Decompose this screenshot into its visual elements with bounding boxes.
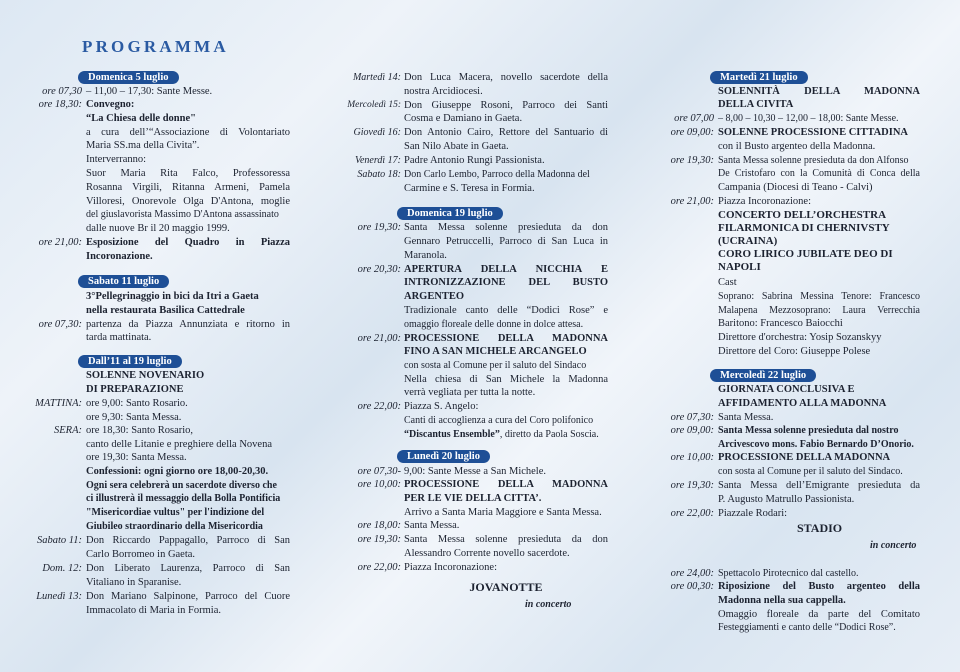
event-line: Campania (Diocesi di Teano - Calvi) (718, 182, 873, 193)
event-line: Giubileo straordinario della Misericordia (86, 521, 263, 532)
event-line: Direttore d'orchestra: Yosip Sozanskyy (718, 332, 882, 343)
event-line: Baritono: Francesco Baiocchi (718, 318, 843, 329)
time-label: ore 19,30: (357, 534, 401, 545)
event-line: CONCERTO DELL’ORCHESTRA (718, 209, 887, 221)
event-line: NAPOLI (718, 261, 761, 273)
ensemble-director: , diretto da Paola Soscia. (499, 429, 599, 440)
event-line: Santa Messa solenne presieduta da don (404, 222, 608, 233)
event-line: partenza da Piazza Annunziata e ritorno in (86, 319, 290, 330)
time-label: ore 21,00: (357, 333, 401, 344)
concert-artist: JOVANOTTE (469, 580, 543, 594)
event-line: ore 19,30: Santa Messa. (86, 452, 187, 463)
event-line: Arcivescovo mons. Fabio Bernardo D’Onorio. (718, 439, 914, 450)
event-line: tarda mattinata. (86, 332, 152, 343)
time-label: ore 22,00: (670, 508, 714, 519)
event-line: con sosta al Comune per il saluto del Sindaco. (718, 466, 903, 477)
event-line: FINO A SAN MICHELE ARCANGELO (404, 346, 587, 357)
event-line: Santa Messa. (718, 412, 774, 423)
event-line: Riposizione del Busto argenteo della (718, 581, 920, 592)
time-label: ore 07,30 (42, 86, 82, 97)
time-label: ore 24,00: (670, 568, 714, 579)
time-label: ore 07,30- (357, 466, 401, 477)
event-line: Santa Messa solenne presieduta dal nostro (718, 425, 899, 436)
event-line: con il Busto argenteo della Madonna. (718, 141, 876, 152)
time-label: MATTINA: (35, 398, 82, 409)
event-line: Don Giuseppe Rosoni, Parroco dei Santi (404, 100, 608, 111)
event-line: Ogni sera celebrerà un sacerdote diverso che (86, 480, 277, 491)
event-line: Nella chiesa di San Michele la Madonna (404, 374, 608, 385)
event-line: SOLENNE PROCESSIONE CITTADINA (718, 127, 909, 138)
event-line: FILARMONICA DI CHERNIVSTY (718, 222, 890, 234)
event-line (404, 428, 599, 441)
time-label: ore 22,00: (357, 562, 401, 573)
event-line: DI PREPARAZIONE (86, 384, 184, 395)
event-line: – 8,00 – 10,30 – 12,00 – 18,00: Sante Messe. (718, 113, 899, 124)
event-line: De Cristofaro con la Comunità di Conca della (718, 168, 920, 179)
event-line: Padre Antonio Rungi Passionista. (404, 155, 545, 166)
event-line: Don Luca Macera, novello sacerdote della (404, 72, 608, 83)
day-header-novenario: Dall’11 al 19 luglio (78, 355, 182, 368)
day-header-lunedi-20: Lunedì 20 luglio (397, 450, 490, 463)
event-line: CORO LIRICO JUBILATE DEO DI (718, 248, 893, 260)
time-label: Sabato 18: (357, 169, 401, 180)
event-line: Piazzale Rodari: (718, 508, 788, 519)
day-header-domenica-19: Domenica 19 luglio (397, 207, 503, 220)
event-line: Don Mariano Salpinone, Parroco del Cuore (86, 591, 290, 602)
page-title: PROGRAMMA (82, 37, 229, 56)
event-line: "Misericordiae vultus" per l'indizione del (86, 507, 265, 518)
event-line: Cosma e Damiano in Gaeta. (404, 113, 523, 124)
event-line: Malapena Mezzosoprano: Laura Verrecchia (718, 305, 920, 316)
day-header-sabato-11: Sabato 11 luglio (78, 275, 169, 288)
time-label: ore 18,30: (38, 99, 82, 110)
event-line: (UCRAINA) (718, 235, 778, 247)
event-line: Santa Messa dell’Emigrante presieduta da (718, 480, 920, 491)
event-line: Maria SS.ma della Civita”. (86, 140, 200, 151)
event-line: verrà vegliata per tutta la notte. (404, 387, 536, 398)
event-line: Alessandro Corrente novello sacerdote. (404, 548, 570, 559)
event-line: Piazza Incoronazione: (404, 562, 497, 573)
event-line: Rosanna Virgili, Ritanna Armeni, Pamela (86, 182, 290, 193)
concert-artist: STADIO (797, 521, 843, 535)
time-label: ore 09,00: (670, 425, 714, 436)
event-line: Immacolato di Maria in Formia. (86, 605, 222, 616)
event-line: Don Riccardo Pappagallo, Parroco di San (86, 535, 290, 546)
event-line: Villoresi, Onorevole Olga D'Antona, moglie (86, 196, 290, 207)
event-line: PROCESSIONE DELLA MADONNA (404, 333, 608, 344)
time-label: ore 00,30: (670, 581, 714, 592)
event-line: SOLENNE NOVENARIO (86, 370, 205, 381)
event-line: San Nilo Abate in Gaeta. (404, 141, 509, 152)
event-line: Vitaliano in Sparanise. (86, 577, 182, 588)
event-line: a cura dell’“Associazione di Volontariato (86, 127, 290, 138)
event-line: ci illustrerà il messaggio della Bolla Pontificia (86, 493, 281, 504)
event-line: del giuslavorista Massimo D'Antona assassinato (86, 209, 279, 220)
event-line: “La Chiesa delle donne" (86, 113, 196, 124)
event-line: dalle nuove Br il 20 maggio 1999. (86, 223, 230, 234)
event-line: SOLENNITÀ DELLA MADONNA (718, 86, 920, 97)
event-line: – 11,00 – 17,30: Sante Messe. (86, 86, 213, 97)
event-line: DELLA CIVITA (718, 99, 794, 110)
event-line: Omaggio floreale da parte del Comitato (718, 609, 920, 620)
event-line: ARGENTEO (404, 291, 465, 302)
event-line: canto delle Litanie e preghiere della Novena (86, 439, 272, 450)
event-line: Piazza Incoronazione: (718, 196, 811, 207)
event-line: Carmine e S. Teresa in Formia. (404, 183, 535, 194)
time-label: Dom. 12: (42, 563, 82, 574)
event-line: 9,00: Sante Messe a San Michele. (404, 466, 547, 477)
event-line: Don Liberato Laurenza, Parroco di San (86, 563, 290, 574)
concert-note: in concerto (870, 540, 917, 551)
event-line: Maranola. (404, 250, 447, 261)
event-line: P. Augusto Matrullo Passionista. (718, 494, 855, 505)
event-line: Cast (718, 277, 737, 288)
event-line: AFFIDAMENTO ALLA MADONNA (718, 398, 887, 409)
day-header-martedi-21: Martedì 21 luglio (710, 71, 808, 84)
event-line: con sosta al Comune per il saluto del Sindaco (404, 360, 587, 371)
time-label: ore 19,30: (357, 222, 401, 233)
time-label: Martedì 14: (352, 72, 401, 83)
time-label: Sabato 11: (36, 535, 82, 546)
event-line: Suor Maria Rita Falco, Professoressa (86, 168, 290, 179)
time-label: ore 19,30: (670, 155, 714, 166)
event-line: Gennaro Petruccelli, Parroco di San Luca in (404, 236, 608, 247)
time-label: ore 09,00: (670, 127, 714, 138)
event-line: Interverranno: (86, 154, 147, 165)
time-label: ore 20,30: (357, 264, 401, 275)
event-line: INTRONIZZAZIONE DEL BUSTO (404, 277, 608, 288)
time-label: SERA: (54, 425, 82, 436)
time-label: ore 10,00: (670, 452, 714, 463)
event-line: PROCESSIONE DELLA MADONNA (404, 479, 608, 490)
event-line: Soprano: Sabrina Messina Tenore: Francesco (718, 291, 920, 302)
time-label: ore 07,00 (674, 113, 714, 124)
event-line: nella restaurata Basilica Cattedrale (86, 305, 245, 316)
event-line: Canti di accoglienza a cura del Coro polifonico (404, 415, 594, 426)
time-label: ore 07,30: (38, 319, 82, 330)
event-line: Santa Messa solenne presieduta da don Alfonso (718, 155, 909, 166)
event-line: Convegno: (86, 99, 135, 110)
event-line: ore 18,30: Santo Rosario, (86, 425, 194, 436)
event-line: omaggio floreale delle donne in dolce attesa. (404, 319, 584, 330)
time-label: ore 07,30: (670, 412, 714, 423)
event-line: Madonna nella sua cappella. (718, 595, 846, 606)
event-line: ore 9,30: Santa Messa. (86, 412, 182, 423)
event-line: Carlo Borromeo in Gaeta. (86, 549, 196, 560)
event-line: nostra Arcidiocesi. (404, 86, 483, 97)
day-header-mercoledi-22: Mercoledì 22 luglio (710, 369, 816, 382)
event-line: PER LE VIE DELLA CITTA’. (404, 493, 542, 504)
event-line: APERTURA DELLA NICCHIA E (404, 264, 608, 275)
ensemble-name: “Discantus Ensemble” (404, 429, 500, 440)
event-line: Don Carlo Lembo, Parroco della Madonna del (404, 169, 590, 180)
time-label: ore 21,00: (670, 196, 714, 207)
time-label: ore 21,00: (38, 237, 82, 248)
time-label: ore 18,00: (357, 520, 401, 531)
time-label: ore 19,30: (670, 480, 714, 491)
event-line: Santa Messa. (404, 520, 460, 531)
event-line: Santa Messa solenne presieduta da don (404, 534, 608, 545)
event-line: Arrivo a Santa Maria Maggiore e Santa Messa. (404, 507, 602, 518)
event-line: Festeggiamenti e canto delle “Dodici Rose”. (718, 622, 896, 633)
event-line: Confessioni: ogni giorno ore 18,00-20,30. (86, 466, 269, 477)
event-line: 3°Pellegrinaggio in bici da Itri a Gaeta (86, 291, 259, 302)
day-header-domenica-5: Domenica 5 luglio (78, 71, 179, 84)
event-line: PROCESSIONE DELLA MADONNA (718, 452, 891, 463)
event-line: Esposizione del Quadro in Piazza (86, 237, 290, 248)
event-line: ore 9,00: Santo Rosario. (86, 398, 188, 409)
time-label: ore 22,00: (357, 401, 401, 412)
event-line: Piazza S. Angelo: (404, 401, 479, 412)
event-line: Incoronazione. (86, 251, 153, 262)
event-line: GIORNATA CONCLUSIVA E (718, 384, 855, 395)
time-label: ore 10,00: (357, 479, 401, 490)
event-line: Direttore del Coro: Giuseppe Polese (718, 346, 871, 357)
event-line: Tradizionale canto delle “Dodici Rose” e (404, 305, 608, 316)
time-label: Venerdì 17: (354, 155, 401, 166)
time-label: Giovedì 16: (353, 127, 401, 138)
event-line: Spettacolo Pirotecnico dal castello. (718, 568, 859, 579)
event-line: Don Antonio Cairo, Rettore del Santuario di (404, 127, 608, 138)
time-label: Mercoledì 15: (347, 100, 401, 110)
concert-note: in concerto (525, 599, 572, 610)
time-label: Lunedì 13: (36, 591, 82, 602)
